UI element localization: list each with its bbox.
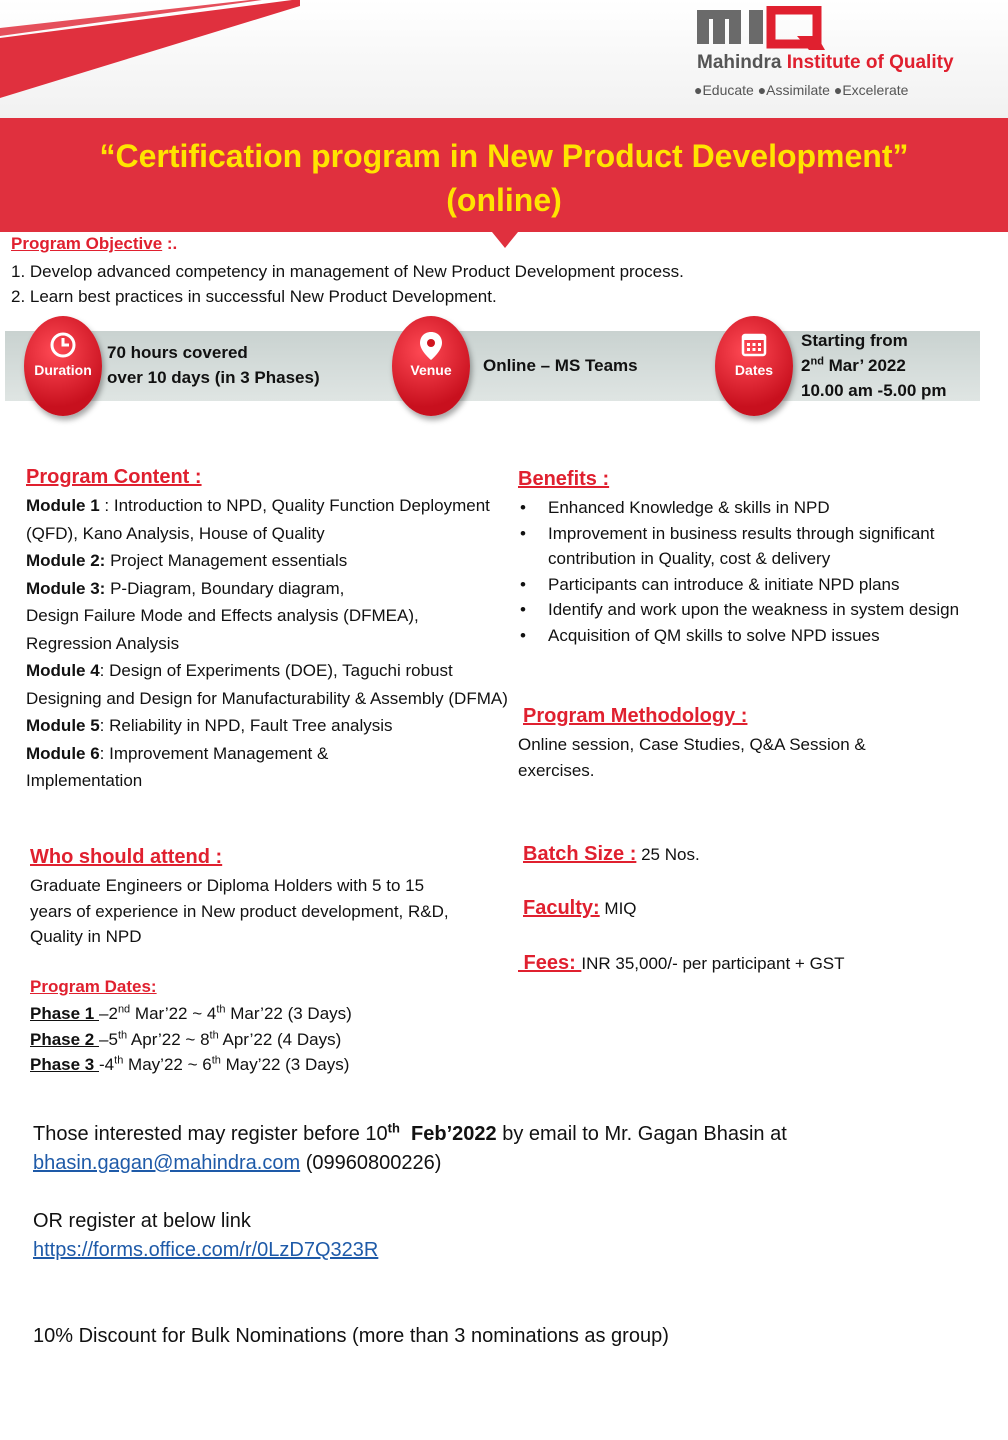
benefit-item: • Participants can introduce & initiate NPD plans <box>518 572 988 598</box>
objective-list <box>11 259 684 309</box>
clock-icon <box>24 330 102 365</box>
phase-row: Phase 1 –2nd Mar’22 ~ 4th Mar’22 (3 Days) <box>30 1003 352 1023</box>
module-item: Design Failure Mode and Effects analysis (DFMEA), Regression Analysis <box>26 606 419 653</box>
dates-circle <box>715 316 793 416</box>
page-title <box>0 134 1008 222</box>
benefit-item: • Identify and work upon the weakness in system design <box>518 597 988 623</box>
venue-label: Venue <box>410 362 452 378</box>
program-content-heading: Program Content : <box>26 466 202 488</box>
duration-circle <box>24 316 102 416</box>
duration-text: 70 hours covered over 10 days (in 3 Phases) <box>107 343 320 387</box>
header-red-stripe <box>0 0 300 118</box>
dates-label: Dates <box>734 362 774 378</box>
module-item: Module 4: Design of Experiments (DOE), Taguchi robust Designing and Design for Manufacturability & Assembly (DFMA) <box>26 661 508 708</box>
page-title-line1: “Certification program in New Product Development” <box>99 138 909 174</box>
miq-logo-icon <box>697 6 827 50</box>
banner-notch <box>492 232 518 248</box>
objective-item: 1. Develop advanced competency in management of New Product Development process. <box>11 262 684 281</box>
page-title-line2: (online) <box>446 182 562 218</box>
register-email-line <box>33 1149 441 1178</box>
module-item: Module 2: Project Management essentials <box>26 551 348 570</box>
logo-name-part1: Mahindra <box>697 52 782 73</box>
register-link-line <box>33 1236 378 1265</box>
benefits-list <box>518 495 988 649</box>
batch-size: Batch Size : 25 Nos. <box>523 843 700 865</box>
faculty: Faculty: MIQ <box>523 897 637 919</box>
fees: Fees: INR 35,000/- per participant + GST <box>518 952 845 974</box>
phone-number: (09960800226) <box>300 1152 442 1174</box>
objective-item: 2. Learn best practices in successful New Product Development. <box>11 287 497 306</box>
who-should-attend-heading: Who should attend : <box>30 846 223 868</box>
duration-label: Duration <box>34 362 92 378</box>
benefit-item: • Enhanced Knowledge & skills in NPD <box>518 495 988 521</box>
email-link[interactable]: bhasin.gagan@mahindra.com <box>33 1152 301 1174</box>
phase-row: Phase 2 –5th Apr’22 ~ 8th Apr’22 (4 Days) <box>30 1028 342 1049</box>
program-dates-list <box>30 1001 352 1078</box>
phase-row: Phase 3 -4th May’22 ~ 6th May’22 (3 Days) <box>30 1054 350 1075</box>
program-content-list <box>26 492 511 795</box>
methodology-text: Online session, Case Studies, Q&A Session & exercises. <box>518 735 866 780</box>
venue-text: Online – MS Teams <box>483 356 638 375</box>
benefit-item: • Improvement in business results through significant contribution in Quality, cost & delivery <box>518 521 988 572</box>
benefits-heading: Benefits : <box>518 468 610 490</box>
benefit-item: • Acquisition of QM skills to solve NPD issues <box>518 623 988 649</box>
module-item: Module 3: P-Diagram, Boundary diagram, <box>26 578 345 598</box>
objective-heading: Program Objective :. <box>11 234 178 253</box>
module-item: Module 1 : Introduction to NPD, Quality Function Deployment (QFD), Kano Analysis, House of Quality <box>26 496 490 543</box>
or-register-text: OR register at below link <box>33 1210 251 1232</box>
methodology-heading: Program Methodology : <box>523 705 748 727</box>
program-dates-heading: Program Dates: <box>30 977 157 996</box>
logo-name <box>697 52 954 74</box>
register-form-link[interactable]: https://forms.office.com/r/0LzD7Q323R <box>33 1239 379 1261</box>
module-item: Module 6: Improvement Management & Implementation <box>26 743 329 790</box>
module-item: Module 5: Reliability in NPD, Fault Tree analysis <box>26 716 393 735</box>
venue-circle <box>392 316 470 416</box>
discount-text: 10% Discount for Bulk Nominations (more than 3 nominations as group) <box>33 1325 669 1347</box>
logo-tagline: ●Educate ●Assimilate ●Excelerate <box>694 82 909 98</box>
logo-name-part2: Institute of Quality <box>786 52 954 73</box>
dates-text: Starting from 2nd Mar’ 2022 10.00 am -5.00 pm <box>801 331 947 400</box>
register-line: Those interested may register before 10th Feb’2022 by email to Mr. Gagan Bhasin at <box>33 1120 787 1145</box>
calendar-icon <box>715 330 793 363</box>
who-should-attend-text: Graduate Engineers or Diploma Holders with 5 to 15 years of experience in New product development, R&D, Quality in NPD <box>30 876 449 947</box>
